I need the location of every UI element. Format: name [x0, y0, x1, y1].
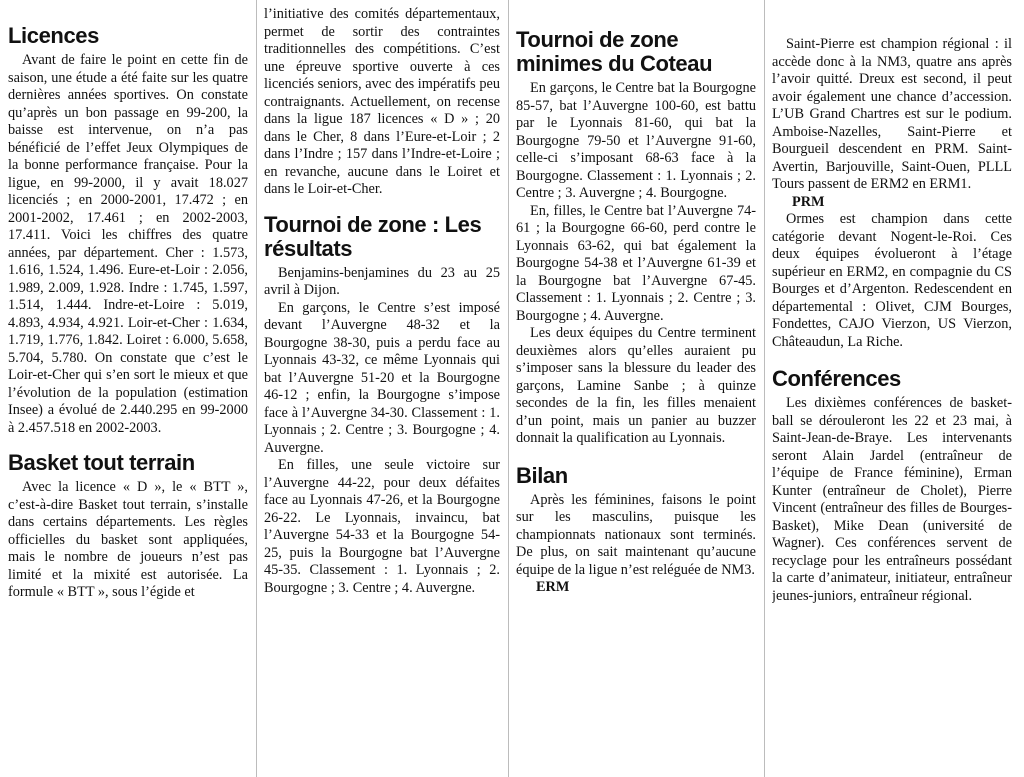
- minimes-conclusion: Les deux équipes du Centre terminent deuxièmes alors qu’elles auraient pu s’imposer sans la blessure du leader des garçons, Lamine Sanbe ; à quinze secondes de la fin, les filles menaient d’un point, mais un panier au buzzer donnait la qualification au Lyonnais.: [516, 325, 756, 446]
- column-divider: [764, 0, 765, 777]
- column-1: [8, 0, 248, 777]
- bilan-intro: Après les féminines, faisons le point sur les masculins, puisque les championnats nationaux sont terminés. De plus, on sait maintenant qu’aucune équipe de la ligue n’est reléguée de NM3.: [516, 491, 756, 578]
- heading-licences: Licences: [8, 23, 99, 48]
- btt-paragraph-continued: l’initiative des comités départementaux, permet de sortir des contraintes traditionnelles des compétitions. C’est une épreuve sportive ouverte à ces licenciés seniors, avec des impératifs peu contraignants. Actuellement, on recense dans la ligue 187 licences « D » ; 20 dans le Cher, 8 dans l’Eure-et-Loir ; 2 dans l’Indre ; 157 dans l’Indre-et-Loire ; en revanche, aucune dans le Loiret et dans le Loir-et-Cher.: [264, 6, 500, 197]
- conferences-paragraph: Les dixièmes conférences de basket-ball se dérouleront les 22 et 23 mai, à Saint-Jean-de-Braye. Les intervenants seront Alain Jardel (entraîneur de l’équipe de France féminine), Erman Kunter (entraîneur de Cholet), Pierre Vincent (entraîneur des filles de Bourges-Basket), Mike Dean (université de Wagner). Ces conférences servent de recyclage pour les entraîneurs possédant la carte d’animateur, initiateur, entraîneur jeunes-juniors, entraîneur régional.: [772, 395, 1012, 604]
- resultats-filles: En filles, une seule victoire sur l’Auvergne 44-22, pour deux défaites face au Lyonnais 47-26, et la Bourgogne 26-22. Le Lyonnais, invaincu, bat l’Auvergne 54-33 et la Bourgogne 54-25, puis la Bourgogne bat l’Auvergne 45-35. Classement : 1. Lyonnais ; 2. Bourgogne ; 3. Centre ; 4. Auvergne.: [264, 457, 500, 596]
- resultats-intro: Benjamins-benjamines du 23 au 25 avril à Dijon.: [264, 264, 500, 298]
- heading-bilan: Bilan: [516, 462, 568, 488]
- minimes-garcons: En garçons, le Centre bat la Bourgogne 85-57, bat l’Auvergne 100-60, est battu par le Lyonnais 81-60, qui bat la Bourgogne 79-50 et l’Auvergne 91-60, celle-ci s’imposant 68-63 face à la Bourgogne. Classement : 1. Lyonnais ; 2. Centre ; 3. Auvergne ; 4. Bourgogne.: [516, 80, 756, 201]
- heading-basket-tout-terrain: Basket tout terrain: [8, 450, 195, 475]
- subheading-prm: PRM: [792, 193, 825, 210]
- heading-conferences: Conférences: [772, 366, 901, 391]
- licences-paragraph: Avant de faire le point en cette fin de saison, une étude a été faite sur les quatre dernières années sportives. On constate qu’après un bon passage en 99-200, la baisse est intervenue, on n’a pas bénéficié de l’effet Jeux Olympiques de la bonne performance française. Pour la ligue, en 99-2000, il y avait 18.027 licenciés ; en 2000-2001, 17.472 ; en 2001-2002, 17.461 ; en 2002-2003, 17.411. Voici les chiffres des quatre années, par département. Cher : 1.573, 1.616, 1.524, 1.496. Eure-et-Loir : 2.056, 1.989, 2.009, 1.928. Indre : 1.745, 1.597, 1.514, 1.444. Indre-et-Loire : 5.019, 4.893, 4.934, 4.921. Loir-et-Cher : 1.634, 1.719, 1.776, 1.842. Loiret : 6.000, 5.658, 5.704, 5.780. On constate que c’est le Loir-et-Cher qui s’en sort le mieux et que l’évolution de la population (estimation Insee) a évolué de 2.440.295 en 99-2000 à 2.457.518 en 2002-2003.: [8, 52, 248, 436]
- column-3: [516, 0, 756, 777]
- btt-paragraph-start: Avec la licence « D », le « BTT », c’est-à-dire Basket tout terrain, s’installe dans certains départements. Les règles officielles du basket sont appliquées, mais le nombre de joueurs n’est pas limité et la mixité est autorisée. La formule « BTT », sous l’égide et: [8, 479, 248, 600]
- heading-tournoi-minimes: Tournoi de zone minimes du Coteau: [516, 27, 713, 76]
- bilan-prm-paragraph: Ormes est champion dans cette catégorie devant Nogent-le-Roi. Ces deux équipes évolueront à l’étage supérieur en ERM2, en compagnie du CS Bourges et d’Argenton. Redescendent en départemental : Olivet, CJM Bourges, Fondettes, CAJO Vierzon, US Vierzon, Châteaudun, La Riche.: [772, 211, 1012, 350]
- column-divider: [256, 0, 257, 777]
- heading-tournoi-resultats: Tournoi de zone : Les résultats: [264, 211, 482, 261]
- subheading-erm: ERM: [536, 579, 570, 595]
- column-4: [772, 0, 1012, 777]
- column-divider: [508, 0, 509, 777]
- minimes-filles: En, filles, le Centre bat l’Auvergne 74-61 ; la Bourgogne 66-60, perd contre le Lyonnais 63-62, qui bat également la Bourgogne 54-38 et l’Auvergne 61-39 et la Bourgogne bat l’Auvergne 67-45. Classement : 1. Lyonnais ; 2. Centre ; 3. Bourgogne ; 4. Auvergne.: [516, 202, 756, 324]
- bilan-erm-paragraph: Saint-Pierre est champion régional : il accède donc à la NM3, quatre ans après l’avoir quitté. Dreux est second, il peut avoir également une chance d’accession. L’UB Grand Chartres est sur le podium. Amboise-Nazelles, Saint-Pierre et Bourgueil descendent en PRM. Saint-Avertin, Barjouville, Saint-Ouen, PLLL Tours passent de ERM2 en ERM1.: [772, 36, 1012, 192]
- column-2: [264, 0, 500, 777]
- resultats-garcons: En garçons, le Centre s’est imposé devant l’Auvergne 48-32 et la Bourgogne 38-30, puis a perdu face au Lyonnais 43-32, ce même Lyonnais qui bat l’Auvergne 51-20 et la Bourgogne 46-12 ; enfin, la Bourgogne s’impose face à l’Auvergne 34-30. Classement : 1. Lyonnais ; 2. Centre ; 3. Bourgogne ; 4. Auvergne.: [264, 299, 500, 456]
